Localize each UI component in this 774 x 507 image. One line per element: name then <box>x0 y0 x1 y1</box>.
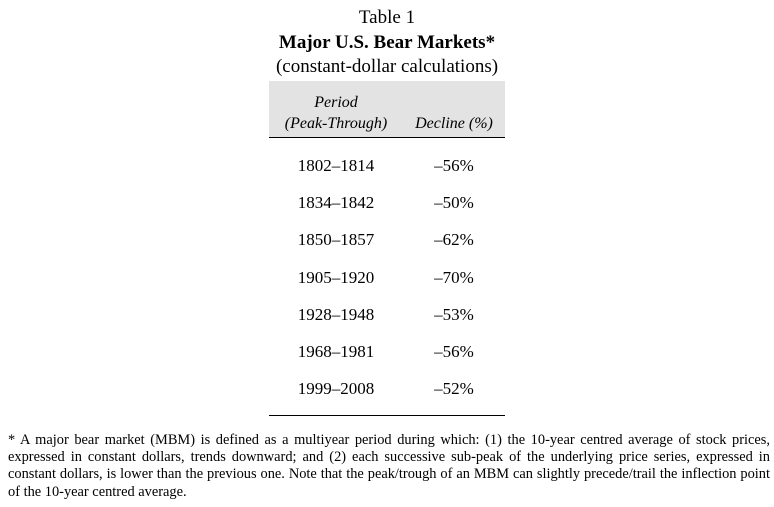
column-header-period-line1: Period <box>314 94 358 111</box>
table-header <box>269 81 505 138</box>
footnote: * A major bear market (MBM) is defined as a multiyear period during which: (1) the 10-year centred average of stock prices, expressed in constant dollars, trends downward; and (2) each successive sub-peak of the underlying price series, expressed in constant dollars, is lower than the previous one. Note that the peak/trough of an MBM can slightly precede/trail the inflection point of the 10-year centred average. <box>8 432 770 500</box>
table-row <box>269 259 505 296</box>
decline-cell: –56% <box>434 155 474 175</box>
period-cell: 1850–1857 <box>297 230 375 250</box>
period-cell: 1802–1814 <box>297 155 375 175</box>
column-header-period-line2: (Peak-Through) <box>284 115 388 132</box>
table-subtitle: (constant-dollar calculations) <box>275 56 499 77</box>
table-row <box>269 147 505 184</box>
column-header-period <box>269 92 403 134</box>
period-cell: 1928–1948 <box>297 304 375 324</box>
table-row <box>269 184 505 221</box>
table-body <box>269 138 505 416</box>
table-title: Major U.S. Bear Markets* <box>278 32 496 53</box>
period-cell: 1968–1981 <box>297 342 375 362</box>
column-header-decline: Decline (%) <box>415 115 493 132</box>
decline-cell: –62% <box>434 230 474 250</box>
period-cell: 1905–1920 <box>297 267 375 287</box>
decline-cell: –52% <box>434 379 474 399</box>
table-row <box>269 371 505 408</box>
table-row <box>269 222 505 259</box>
decline-cell: –56% <box>434 342 474 362</box>
period-cell: 1834–1842 <box>297 192 375 212</box>
table-label: Table 1 <box>358 7 416 28</box>
period-cell: 1999–2008 <box>297 379 375 399</box>
table-row <box>269 296 505 333</box>
decline-cell: –70% <box>434 267 474 287</box>
decline-cell: –50% <box>434 192 474 212</box>
table-row <box>269 333 505 370</box>
bear-markets-table <box>269 81 505 416</box>
decline-cell: –53% <box>434 304 474 324</box>
